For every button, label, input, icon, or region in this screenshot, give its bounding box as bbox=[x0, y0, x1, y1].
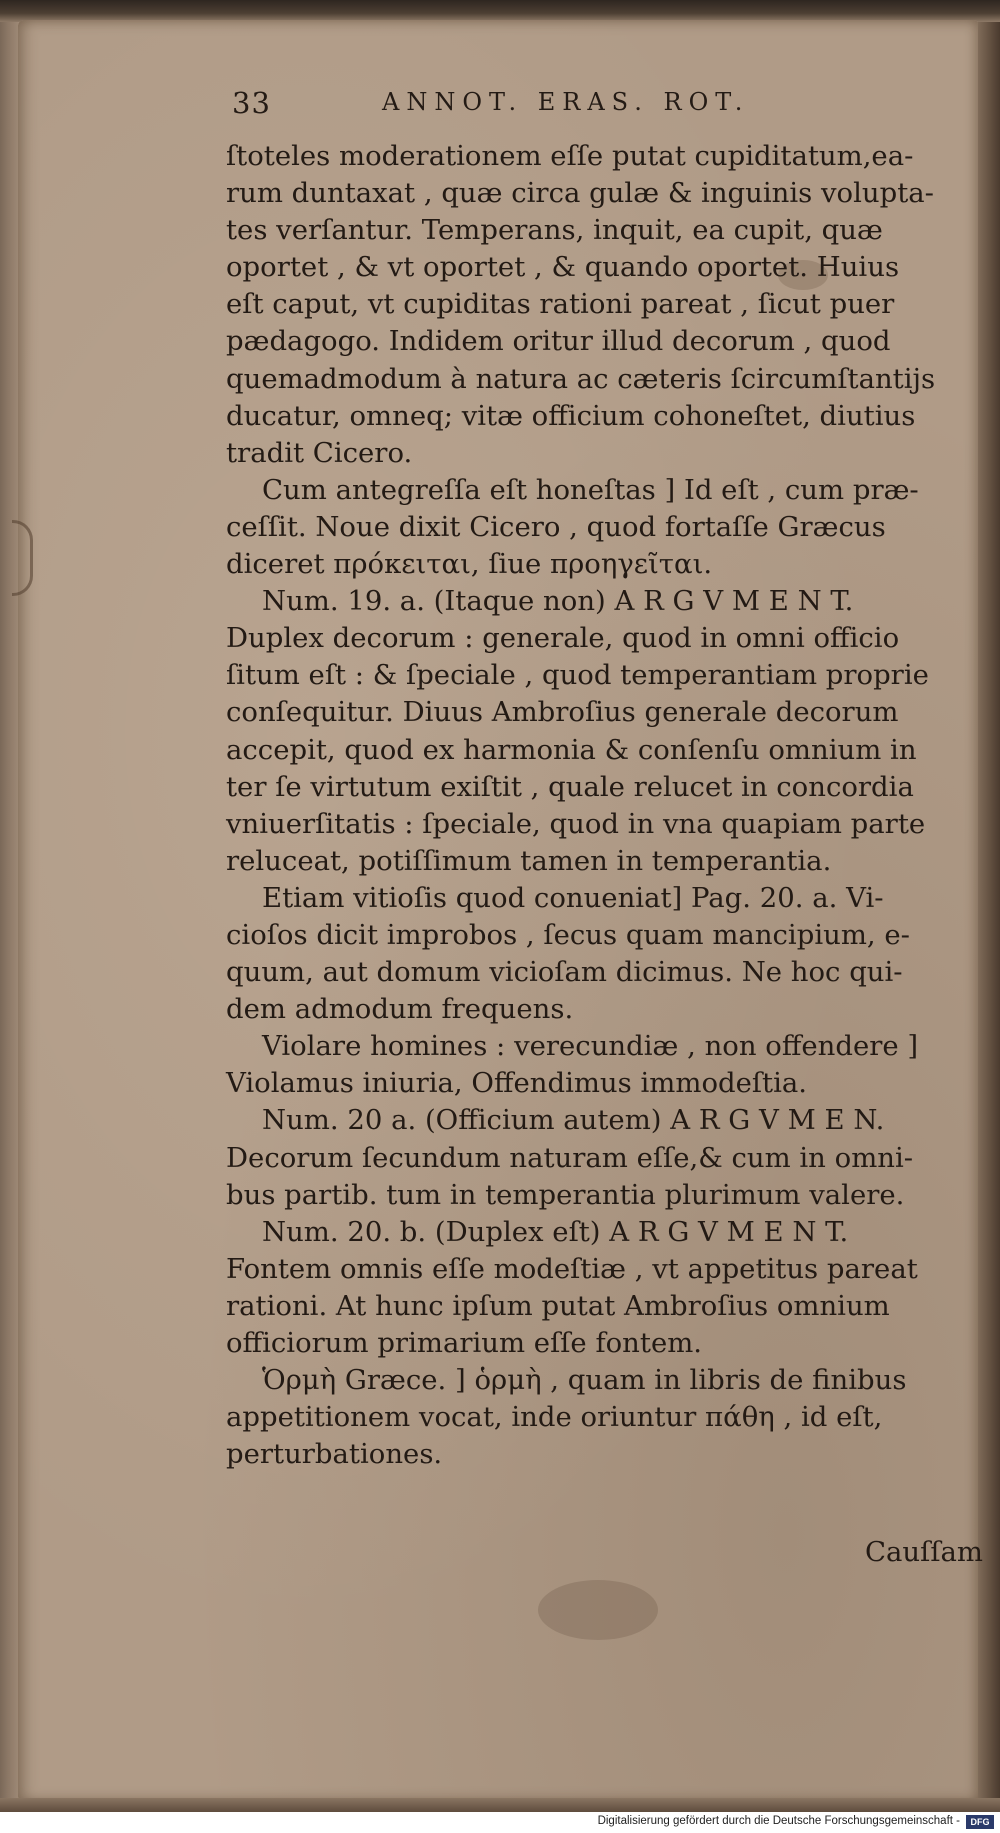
text-line: Num. 19. a. (Itaque non) A R G V M E N T. bbox=[262, 585, 854, 618]
dfg-logo-icon: DFG bbox=[966, 1815, 994, 1829]
digitization-footer bbox=[0, 1812, 1000, 1833]
text-line: accepit, quod ex harmonia & conſenſu omnium in bbox=[226, 733, 917, 766]
text-line: Cum antegreſſa eſt honeſtas ] Id eſt , cum præ- bbox=[262, 473, 919, 506]
text-line: diceret πρόκειται, ſiue προηγεῖται. bbox=[226, 548, 713, 581]
text-line: quemadmodum à natura ac cæteris ſcircumſtantijs bbox=[226, 362, 936, 395]
text-line: rationi. At hunc ipſum putat Ambroſius omnium bbox=[226, 1289, 890, 1322]
text-line: reluceat, potiſſimum tamen in temperantia. bbox=[226, 844, 832, 877]
footer-credit: Digitalisierung gefördert durch die Deutsche Forschungsgemeinschaft - bbox=[597, 1815, 960, 1827]
text-line: Decorum ſecundum naturam eſſe,& cum in omni- bbox=[226, 1141, 914, 1174]
text-line: Num. 20. b. (Duplex eſt) A R G V M E N T. bbox=[262, 1215, 849, 1248]
text-line: rum duntaxat , quæ circa gulæ & inguinis volupta- bbox=[226, 177, 934, 210]
text-line: appetitionem vocat, inde oriuntur πάθη , id eſt, bbox=[226, 1401, 883, 1434]
text-line: Violamus iniuria, Offendimus immodeſtia. bbox=[226, 1067, 808, 1100]
text-line: Ὁρμὴ Græce. ] ὁρμὴ , quam in libris de finibus bbox=[262, 1364, 907, 1397]
text-line: oportet , & vt oportet , & quando oportet. Huius bbox=[226, 251, 900, 284]
text-line: perturbationes. bbox=[226, 1438, 443, 1471]
text-line: ceſſit. Noue dixit Cicero , quod fortaſſe Græcus bbox=[226, 510, 886, 543]
text-line: ſtoteles moderationem eſſe putat cupiditatum,ea- bbox=[226, 140, 914, 172]
page-number: 33 bbox=[232, 86, 271, 120]
text-line: conſequitur. Diuus Ambroſius generale decorum bbox=[226, 696, 899, 729]
text-line: Fontem omnis eſſe modeſtiæ , vt appetitus pareat bbox=[226, 1252, 918, 1285]
clasp-mark bbox=[12, 520, 33, 596]
catchword: Cauſſam bbox=[865, 1536, 983, 1568]
text-line: cioſos dicit improbos , ſecus quam mancipium, e- bbox=[226, 918, 910, 951]
text-line: tes verſantur. Temperans, inquit, ea cupit, quæ bbox=[226, 214, 883, 247]
text-line: Duplex decorum : generale, quod in omni officio bbox=[226, 622, 900, 655]
text-line: eſt caput, vt cupiditas rationi pareat , ſicut puer bbox=[226, 288, 895, 321]
text-line: officiorum primarium eſſe fontem. bbox=[226, 1327, 703, 1359]
book-top-edge bbox=[0, 0, 1000, 22]
page-header bbox=[232, 86, 852, 126]
text-line: ter ſe virtutum exiſtit , quale relucet in concordia bbox=[226, 770, 914, 803]
running-head: ANNOT. ERAS. ROT. bbox=[382, 88, 750, 116]
body-text bbox=[226, 138, 978, 1473]
text-line: quum, aut domum vicioſam dicimus. Ne hoc qui- bbox=[226, 956, 903, 989]
text-line: vniuerſitatis : ſpeciale, quod in vna quapiam parte bbox=[226, 807, 926, 840]
paper-stain bbox=[538, 1580, 658, 1640]
text-line: tradit Cicero. bbox=[226, 436, 413, 469]
text-line: dem admodum frequens. bbox=[226, 993, 574, 1026]
text-line: Num. 20 a. (Officium autem) A R G V M E N. bbox=[262, 1104, 885, 1137]
book-bottom-edge bbox=[0, 1798, 1000, 1812]
text-line: ſitum eſt : & ſpeciale , quod temperantiam proprie bbox=[226, 659, 929, 692]
text-line: ducatur, omneq; vitæ officium cohoneſtet, diutius bbox=[226, 399, 916, 432]
text-line: Violare homines : verecundiæ , non offendere ] bbox=[262, 1030, 919, 1063]
text-line: bus partib. tum in temperantia plurimum valere. bbox=[226, 1178, 905, 1211]
text-line: Etiam vitioſis quod conueniat] Pag. 20. a. Vi- bbox=[262, 881, 884, 914]
text-line: pædagogo. Indidem oritur illud decorum , quod bbox=[226, 325, 891, 358]
